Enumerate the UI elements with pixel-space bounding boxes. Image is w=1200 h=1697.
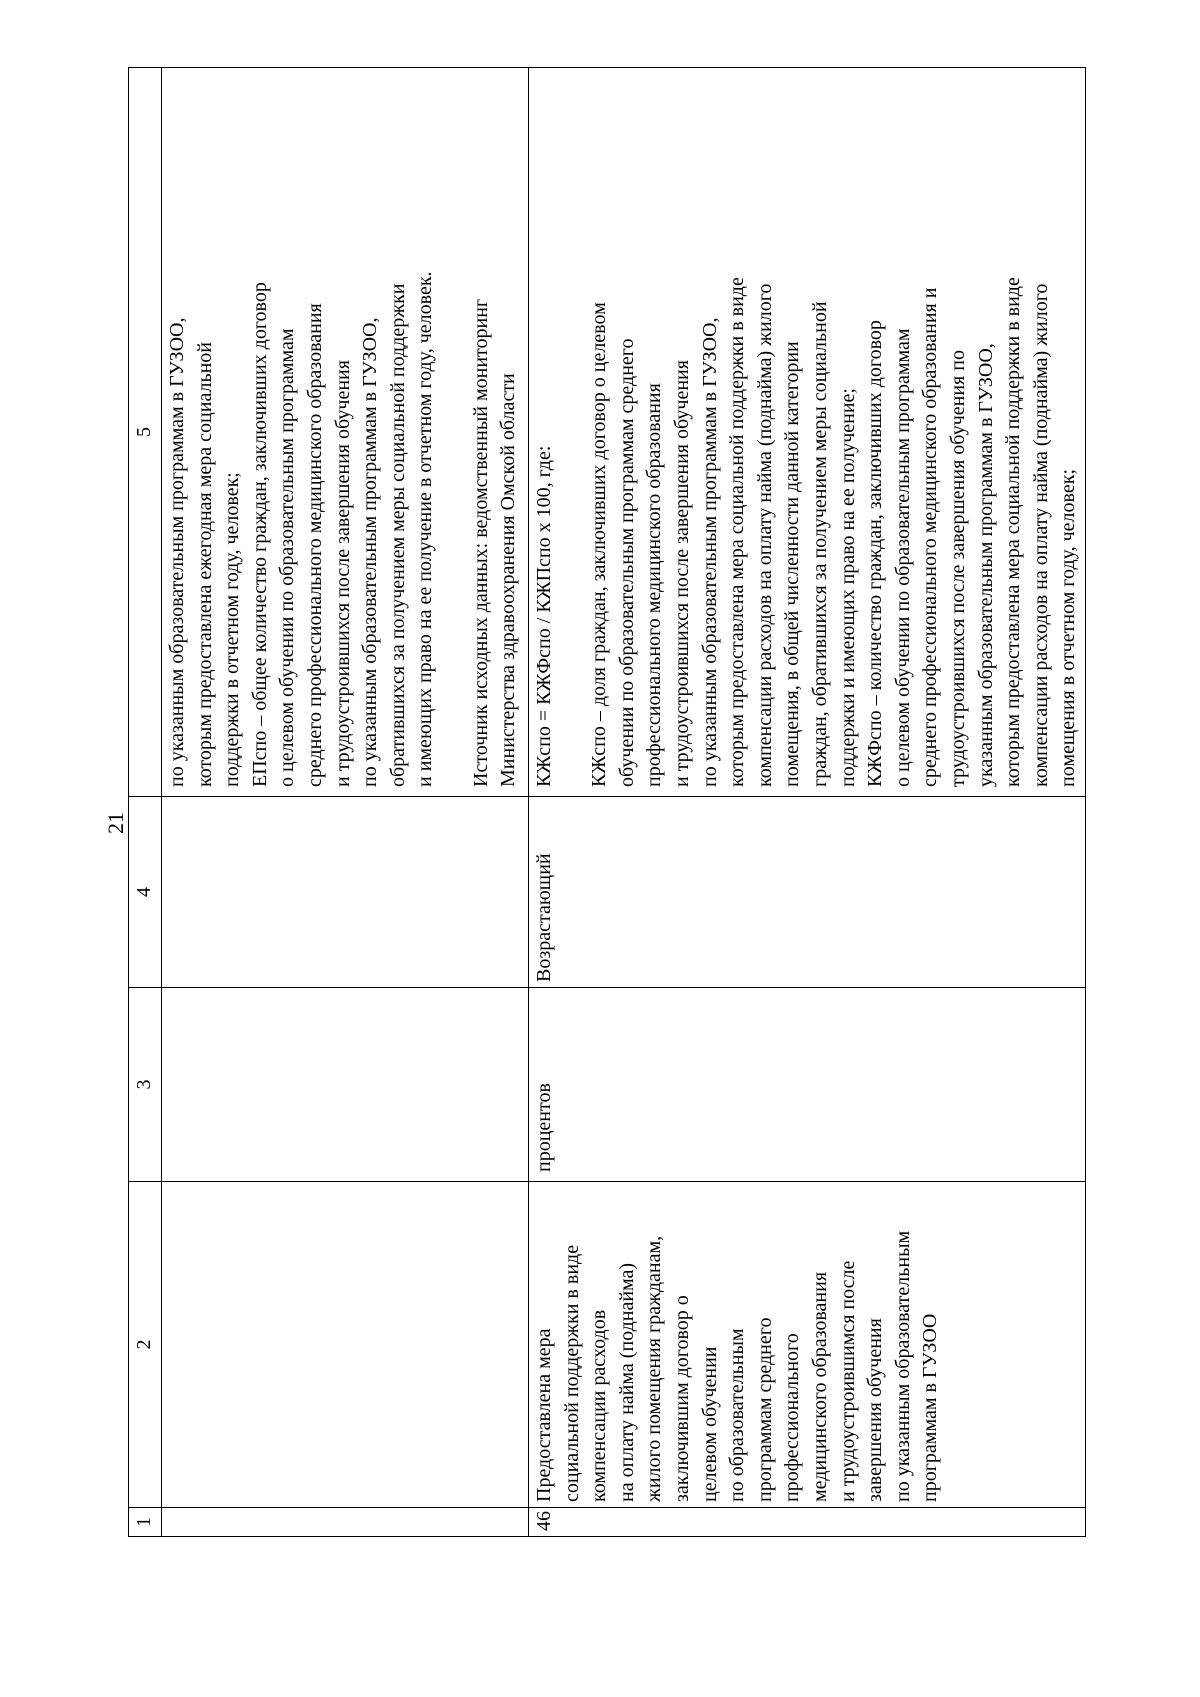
text-line: которым предоставлена мера социальной поддержки в виде — [1002, 277, 1025, 787]
text-line: профессионального медицинского образования — [643, 383, 666, 787]
blank-line — [559, 73, 587, 787]
text-line: Министерства здравоохранения Омской области — [497, 373, 520, 787]
text-line: КЖспо – доля граждан, заключивших договор о целевом — [588, 302, 611, 787]
text-line: завершения обучения — [864, 1318, 887, 1502]
header-cell-2: 2 — [129, 1182, 162, 1508]
text-line: компенсации расходов — [588, 1309, 611, 1502]
rotated-table-container — [128, 68, 1083, 1537]
header-cell-4: 4 — [129, 797, 162, 988]
text-line: поддержки и имеющих право на ее получение; — [836, 388, 859, 787]
text-line: обучении по образовательным программам среднего — [615, 338, 638, 787]
trend-cell — [162, 797, 529, 988]
text-line: и имеющих право на ее получение в отчетном году, человек. — [414, 271, 437, 787]
text-line: и трудоустроившимся после — [836, 1260, 859, 1502]
text-line: о целевом обучении по образовательным программам — [276, 328, 299, 787]
text-line: по указанным образовательным — [891, 1230, 914, 1502]
unit-cell — [162, 988, 529, 1182]
description-cell — [162, 68, 529, 797]
text-line: граждан, обратившихся за получением меры социальной — [808, 301, 831, 787]
table-row — [529, 68, 1086, 1537]
text-line: компенсации расходов на оплату найма (поднайма) жилого — [1029, 283, 1052, 787]
description-cell — [529, 68, 1086, 797]
text-line: указанным образовательным программам в ГУЗОО, — [974, 343, 997, 787]
text-line: о целевом обучении по образовательным программам — [891, 328, 914, 787]
text-line: ЕПспо – общее количество граждан, заключивших договор — [248, 282, 271, 787]
unit-cell: процентов — [529, 988, 1086, 1182]
header-cell-5: 5 — [129, 68, 162, 797]
text-line: социальной поддержки в виде — [560, 1244, 583, 1502]
text-line: которым предоставлена мера социальной поддержки в виде — [726, 277, 749, 787]
text-line: медицинского образования — [808, 1271, 831, 1502]
text-line: Источник исходных данных: ведомственный мониторинг — [469, 298, 492, 787]
text-line: по указанным образовательным программам в ГУЗОО, — [166, 317, 188, 787]
indicator-name-cell — [529, 1182, 1086, 1508]
text-line: среднего профессионального медицинского образования — [303, 303, 326, 787]
text-line: и трудоустроившихся после завершения обучения — [670, 360, 693, 787]
text-line: помещения в отчетном году, человек; — [1057, 468, 1080, 787]
text-line: поддержки в отчетном году, человек; — [221, 472, 244, 787]
text-line: КЖФспо – количество граждан, заключивших договор — [864, 320, 887, 787]
indicator-name-cell — [162, 1182, 529, 1508]
text-line: обратившихся за получением меры социальной поддержки — [386, 283, 409, 787]
header-cell-3: 3 — [129, 988, 162, 1182]
table-header-row — [129, 68, 162, 1537]
text-line: жилого помещения гражданам, — [643, 1235, 666, 1502]
text-line: программам среднего — [753, 1317, 776, 1502]
row-number-cell: 46 — [529, 1508, 1086, 1537]
text-line: трудоустроившихся после завершения обучения по — [946, 350, 969, 787]
text-line: на оплату найма (поднайма) — [615, 1262, 638, 1502]
text-line: КЖспо = КЖФспо / КЖПспо х 100, где: — [533, 445, 555, 787]
text-line: среднего профессионального медицинского образования и — [919, 287, 942, 787]
text-line: программам в ГУЗОО — [919, 1313, 942, 1502]
row-number-cell — [162, 1508, 529, 1537]
blank-line — [440, 73, 468, 787]
text-line: профессионального — [781, 1333, 804, 1502]
text-line: целевом обучении — [698, 1346, 721, 1502]
page-number: 21 — [103, 812, 128, 834]
text-line: по образовательным — [726, 1328, 749, 1502]
text-line: и трудоустроившихся после завершения обучения — [331, 360, 354, 787]
text-line: помещения, в общей численности данной категории — [781, 341, 804, 787]
text-line: заключившим договор о — [670, 1295, 693, 1502]
trend-cell: Возрастающий — [529, 797, 1086, 988]
rotated-table-frame — [128, 68, 1083, 1537]
text-line: которым предоставлена ежегодная мера социальной — [193, 342, 216, 787]
text-line: компенсации расходов на оплату найма (поднайма) жилого — [753, 283, 776, 787]
header-cell-1: 1 — [129, 1508, 162, 1537]
text-line: по указанным образовательным программам в ГУЗОО, — [698, 317, 721, 787]
table-row — [162, 68, 529, 1537]
text-line: Предоставлена мера — [533, 1328, 555, 1502]
indicator-table — [128, 67, 1086, 1537]
text-line: по указанным образовательным программам в ГУЗОО, — [359, 317, 382, 787]
